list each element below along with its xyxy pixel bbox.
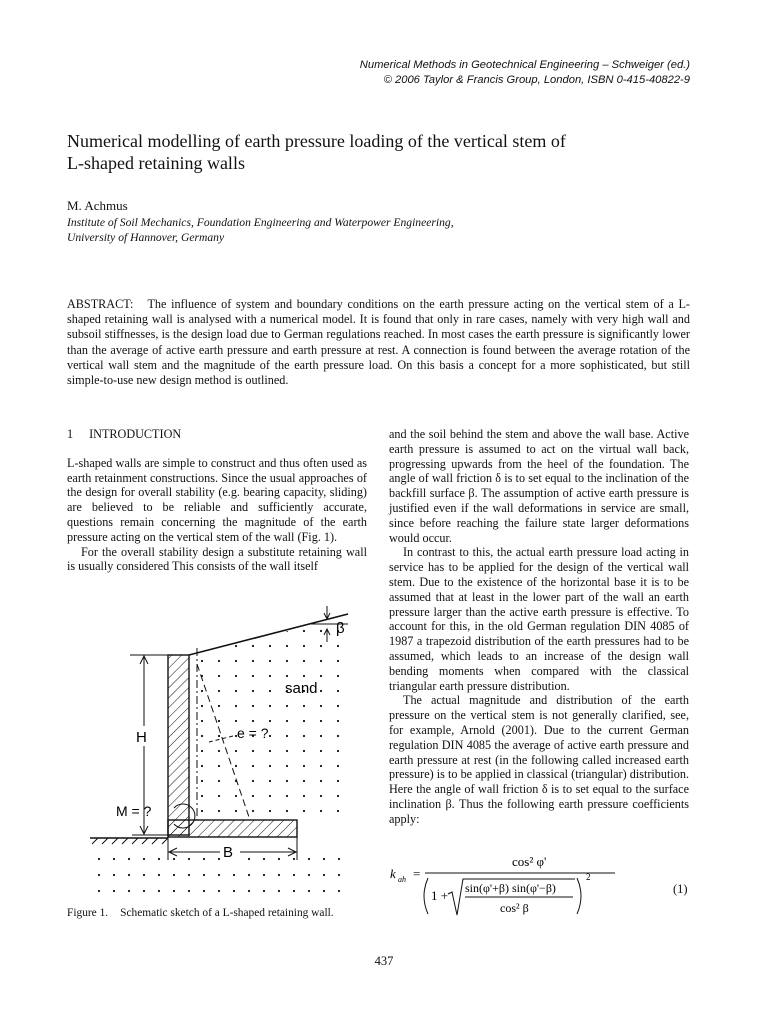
section-number: 1 (67, 427, 74, 441)
eq-lhs: k (390, 866, 396, 881)
title-line-1: Numerical modelling of earth pressure loading of the vertical stem of (67, 131, 566, 151)
affiliation-line-1: Institute of Soil Mechanics, Foundation Engineering and Waterpower Engineering, (67, 216, 454, 229)
equation-1 (390, 852, 690, 924)
page-number: 437 (374, 954, 394, 968)
right-paragraph-2: In contrast to this, the actual earth pressure load acting in service has to be applied for the design of the vertical wall stem. Due to the existence of the horizontal base it is to be assumed that at least in the lower part of the wall an earth pressure larger than the active earth pressure is effective. To account for this, in the old German regulation DIN 4085 of 1987 a trapezoid distribution of the earth pressures had to be assumed, which leads to an increase of the design wall bending moments when compared with the classical triangular earth pressure distribution. (389, 545, 689, 693)
beta-arrow-top (324, 606, 330, 619)
wall-stem (168, 655, 189, 835)
section-title: INTRODUCTION (89, 427, 182, 441)
sand-label: sand (285, 680, 318, 697)
left-column (67, 427, 367, 574)
wall-base (168, 820, 297, 837)
eq-left-paren (424, 878, 428, 914)
ground-hatch (92, 838, 168, 844)
e-label: e = ? (237, 725, 269, 741)
header-line-1: Numerical Methods in Geotechnical Engineering – Schweiger (ed.) (359, 59, 690, 71)
figure-caption (67, 907, 334, 919)
running-header (90, 58, 690, 88)
abstract-text: The influence of system and boundary conditions on the earth pressure acting on the vertical stem of a L-shaped retaining wall is analysed with a numerical model. It is found that only in rare cases, namely with very high wall and subsoil stiffnesses, is the design load due to German regulations reached. In most cases the earth pressure is significantly lower than the average of active earth pressure and earth pressure at rest. A connection is found between the average rotation of the vertical wall stem and the magnitude of the earth pressure load. On this basis a concept for a more sophisticated, but still simple-to-use new design method is outlined. (67, 297, 690, 388)
equation-formula (390, 852, 690, 924)
intro-paragraph-2: For the overall stability design a substitute retaining wall is usually considered This consists of the wall itself (67, 544, 367, 574)
affiliation (67, 216, 687, 245)
affiliation-line-2: University of Hannover, Germany (67, 230, 225, 244)
h-label: H (136, 729, 147, 746)
abstract-label: ABSTRACT: (67, 297, 134, 311)
section-heading (67, 427, 367, 442)
paper-title (67, 130, 687, 174)
eq-right-paren (577, 878, 581, 914)
abstract (67, 297, 690, 388)
figure-1 (80, 598, 370, 903)
b-label: B (223, 844, 234, 861)
intro-paragraph-1: L-shaped walls are simple to construct and thus often used as earth retainment constructions. Since the usual approaches of the design for overall stability (e.g. bearing capacity, sliding) are believed to be reliable and sufficiently accurate, questions remain concerning the magnitude of the earth pressure acting on the vertical stem of the wall (Fig. 1). (67, 455, 367, 544)
retaining-wall-sketch (80, 598, 370, 898)
sand-backfill (189, 616, 348, 818)
caption-text: Schematic sketch of a L-shaped retaining wall. (120, 907, 334, 919)
m-label: M = ? (116, 803, 152, 819)
eq-root-numerator: sin(φ'+β) sin(φ'−β) (465, 881, 556, 895)
title-line-2: L-shaped retaining walls (67, 153, 245, 173)
eq-root-denominator: cos² β (500, 901, 529, 915)
equation-number: (1) (673, 882, 688, 896)
right-column (389, 427, 689, 827)
caption-label: Figure 1. (67, 907, 109, 919)
author: M. Achmus (67, 198, 128, 213)
beta-label: β (336, 620, 345, 637)
eq-numerator: cos² φ' (512, 854, 547, 869)
header-line-2: © 2006 Taylor & Francis Group, London, ISBN 0-415-40822-9 (383, 74, 690, 86)
eq-equals: = (413, 866, 421, 881)
right-paragraph-3: The actual magnitude and distribution of the earth pressure on the vertical stem is not generally clarified, see, for example, Arnold (2001). Due to the current German regulation DIN 4085 the average of active earth pressure and earth pressure at rest (in the following called increased earth pressure) is to be applied in classical (triangular) distribution. Here the angle of wall friction δ is to set equal to the surface inclination β. Thus the following earth pressure coefficients apply: (389, 693, 689, 826)
eq-one-plus: 1 + (431, 888, 449, 903)
eq-lhs-sub: ah (398, 875, 406, 884)
right-paragraph-1: and the soil behind the stem and above the wall base. Active earth pressure is assumed to act on the virtual wall back, progressing upwards from the heel of the foundation. The angle of wall friction δ is to set equal to the inclination of the backfill surface β. The assumption of active earth pressure is justified even if the wall deformations in service are small, since before reaching the failure state larger deformations would occur. (389, 427, 689, 545)
eq-power: 2 (586, 872, 591, 882)
